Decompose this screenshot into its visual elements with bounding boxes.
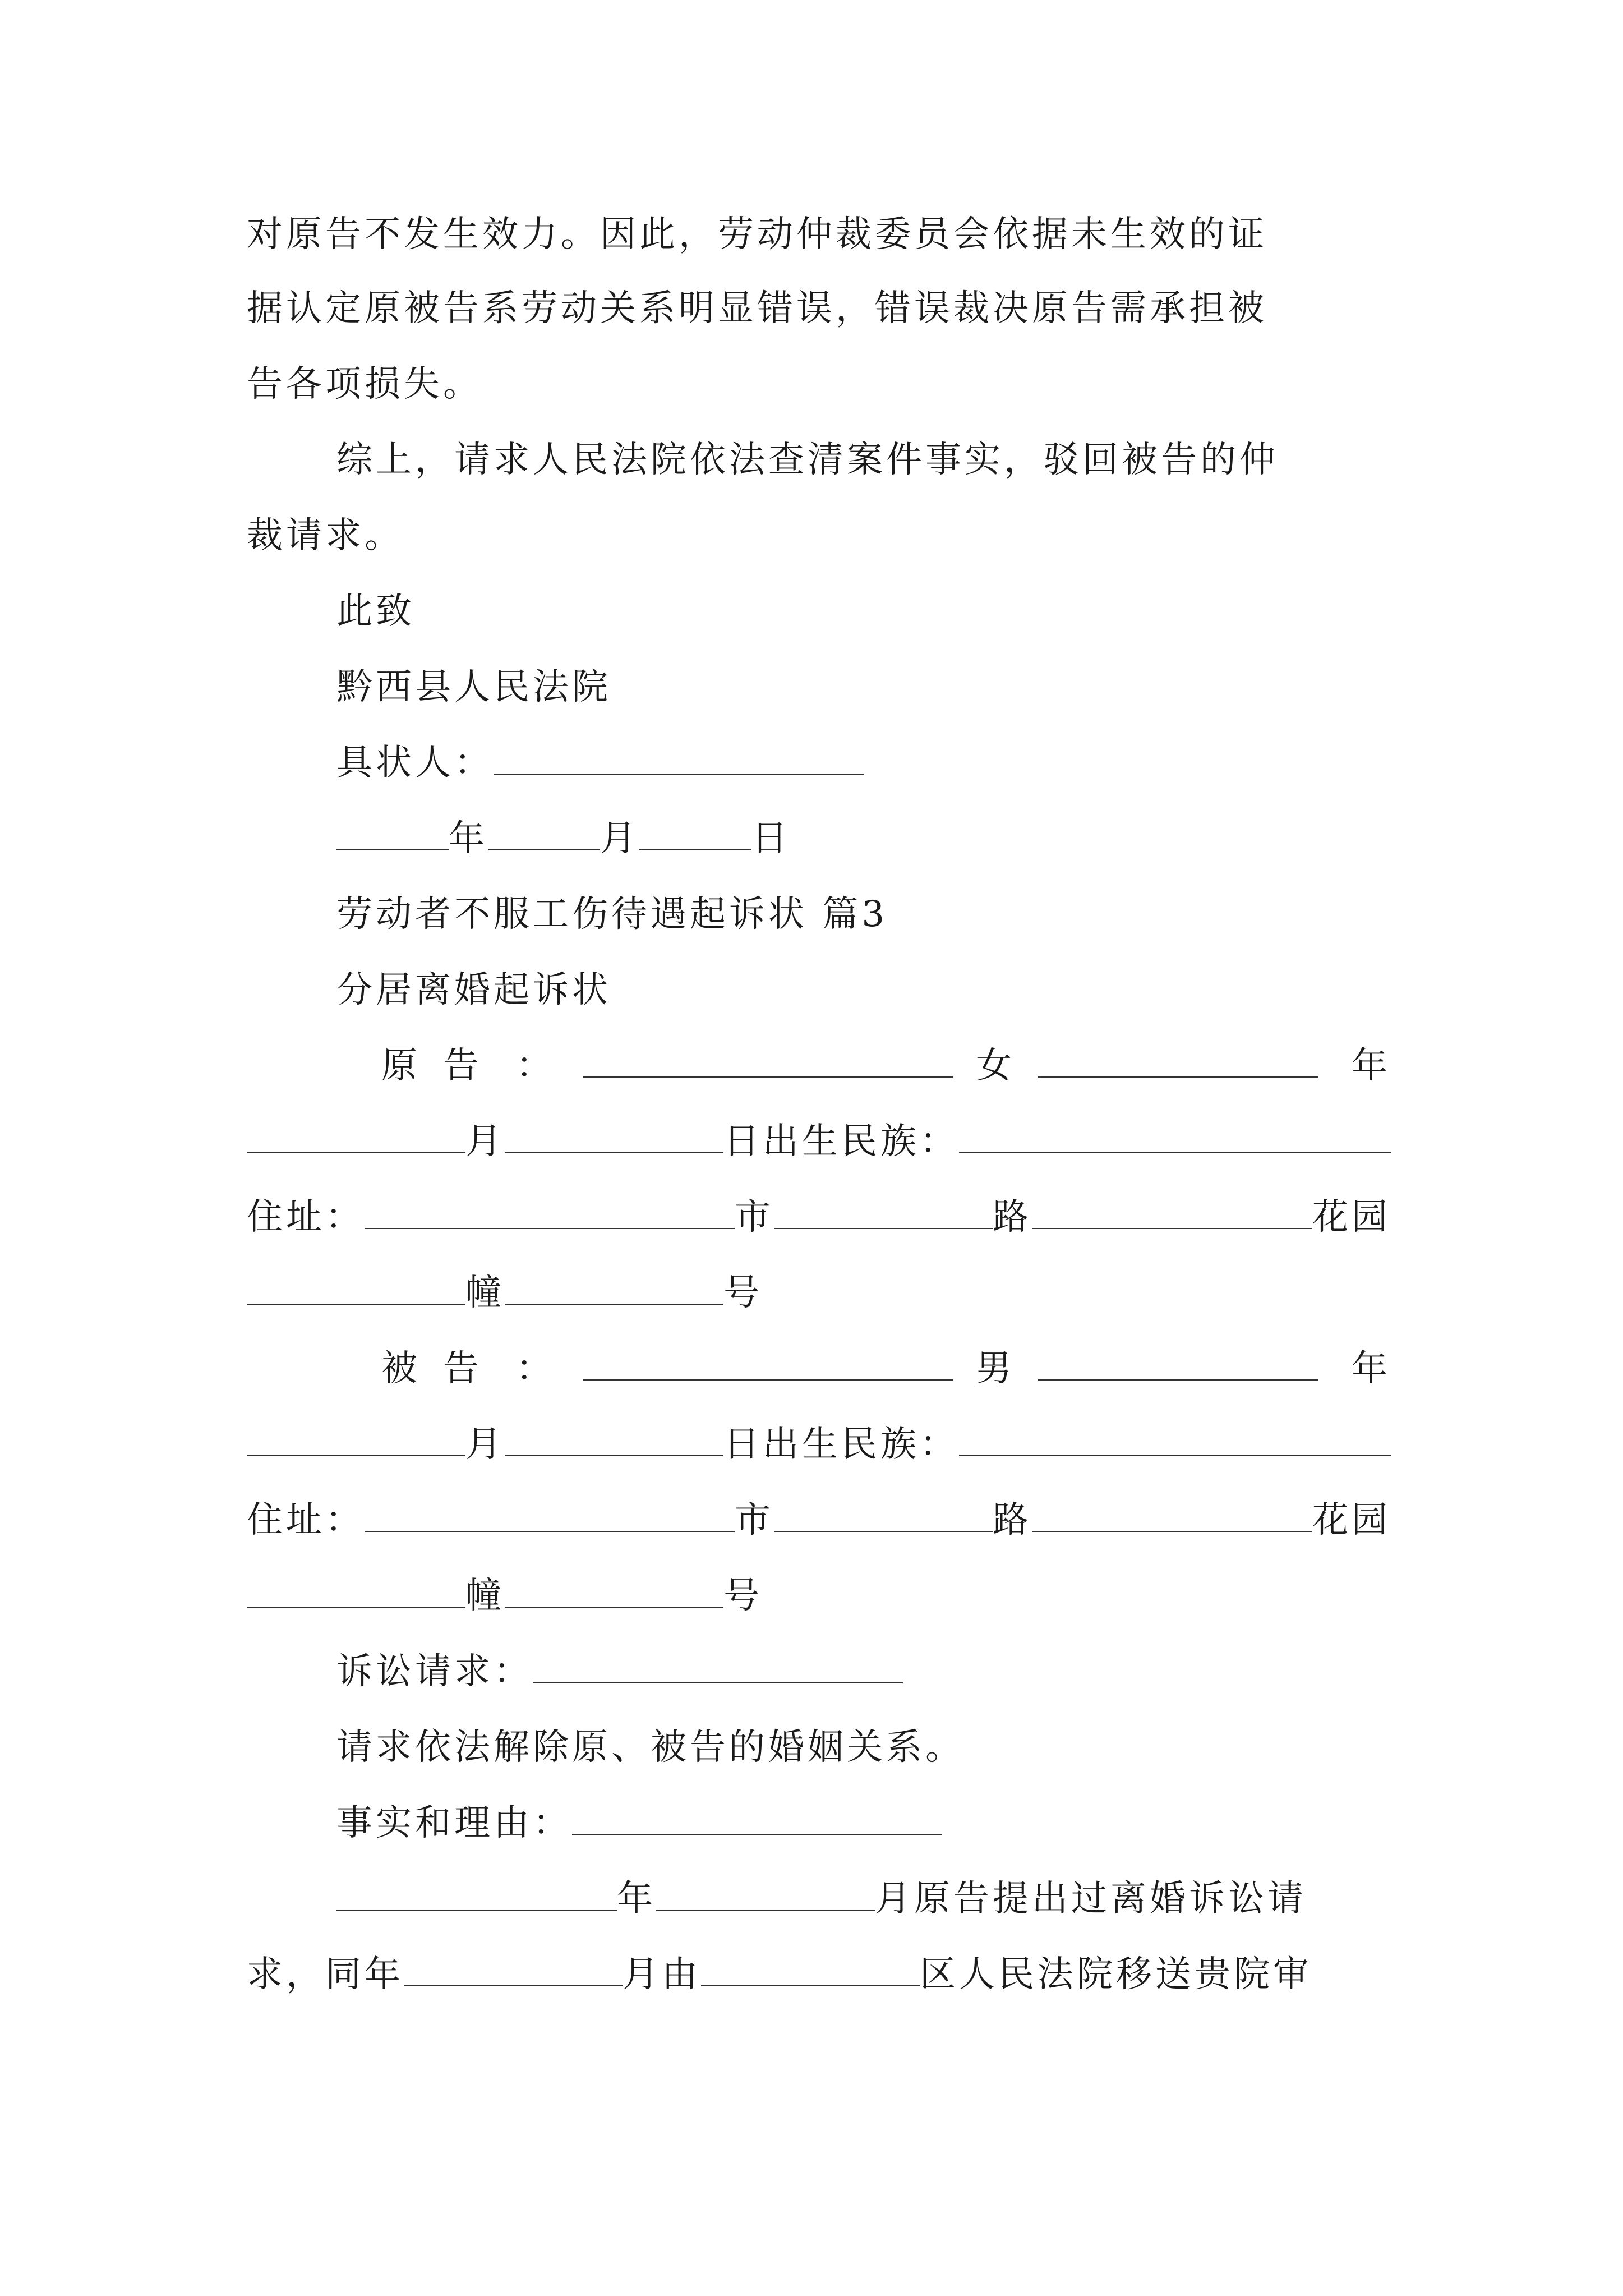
plaintiff-month-label: 月 (465, 1121, 505, 1162)
plaintiff-garden-blank[interactable] (1032, 1195, 1312, 1229)
defendant-name-blank[interactable] (583, 1347, 953, 1381)
defendant-city-label: 市 (735, 1499, 774, 1541)
defendant-road-label: 路 (993, 1499, 1032, 1541)
plaintiff-address-blank[interactable] (365, 1195, 735, 1229)
defendant-number-blank[interactable] (505, 1574, 723, 1608)
claims-text: 请求依法解除原、被告的婚姻关系。 (336, 1727, 965, 1768)
facts-cont-month-blank[interactable] (404, 1953, 623, 1986)
defendant-garden-label: 花园 (1312, 1499, 1391, 1541)
defendant-label: 告 (443, 1348, 482, 1389)
defendant-building-blank[interactable] (247, 1574, 465, 1608)
defendant-line-2 (247, 1422, 1391, 1467)
defendant-number-label: 号 (723, 1575, 763, 1617)
defendant-address-blank[interactable] (365, 1498, 735, 1532)
plaintiff-line-1 (381, 1043, 1391, 1088)
paragraph-line: 裁请求。 (247, 515, 404, 556)
defendant-road-blank[interactable] (774, 1498, 993, 1532)
defendant-month-label: 月 (465, 1424, 505, 1465)
paragraph-line: 综上，请求人民法院依法查清案件事实，驳回被告的仲 (336, 439, 1279, 481)
claims-blank[interactable] (533, 1650, 903, 1683)
defendant-building-label: 幢 (465, 1575, 505, 1617)
facts-month-blank[interactable] (656, 1877, 875, 1911)
year-blank[interactable] (336, 817, 449, 850)
plaintiff-ethnicity-blank[interactable] (959, 1120, 1391, 1153)
month-label: 月 (600, 818, 639, 859)
facts-line (336, 1801, 1391, 1846)
defendant-colon: ： (516, 1348, 555, 1389)
paragraph-line: 对原告不发生效力。因此，劳动仲裁委员会依据未生效的证 (247, 214, 1267, 255)
plaintiff-name-blank[interactable] (583, 1044, 953, 1078)
plaintiff-month-blank[interactable] (247, 1120, 465, 1153)
plaintiff-line-2 (247, 1119, 1391, 1164)
plaintiff-road-blank[interactable] (774, 1195, 993, 1229)
facts-paragraph-line-1 (336, 1876, 1391, 1921)
plaintiff-address-label: 住址： (247, 1197, 365, 1238)
plaintiff-day-blank[interactable] (505, 1120, 723, 1153)
defendant-day-blank[interactable] (505, 1423, 723, 1456)
signer-blank[interactable] (494, 741, 864, 775)
defendant-garden-blank[interactable] (1032, 1498, 1312, 1532)
plaintiff-city-label: 市 (735, 1197, 774, 1238)
facts-cont-end: 区人民法院移送贵院审 (920, 1954, 1312, 1995)
defendant-label: 被 (381, 1348, 421, 1389)
defendant-line-1 (381, 1346, 1391, 1391)
plaintiff-label: 告 (443, 1045, 482, 1087)
paragraph-line: 告各项损失。 (247, 364, 482, 405)
facts-cont-month: 月由 (623, 1954, 701, 1995)
plaintiff-label: 原 (381, 1045, 421, 1087)
facts-label: 事实和理由： (336, 1802, 572, 1844)
section-heading: 劳动者不服工伤待遇起诉状 篇3 (336, 894, 888, 935)
facts-district-blank[interactable] (701, 1953, 920, 1986)
defendant-ethnicity-blank[interactable] (959, 1423, 1391, 1456)
claims-line (336, 1649, 1391, 1694)
plaintiff-year-label: 年 (1352, 1045, 1391, 1087)
plaintiff-line-4 (247, 1271, 1391, 1315)
plaintiff-line-3 (247, 1195, 1391, 1240)
facts-blank[interactable] (572, 1801, 942, 1835)
defendant-year-blank[interactable] (1038, 1347, 1318, 1381)
year-label: 年 (449, 818, 488, 859)
plaintiff-road-label: 路 (993, 1197, 1032, 1238)
date-line (336, 816, 1391, 861)
document-title: 分居离婚起诉状 (336, 969, 611, 1011)
day-blank[interactable] (639, 817, 751, 850)
plaintiff-colon: ： (516, 1045, 555, 1087)
defendant-line-3 (247, 1498, 1391, 1543)
claims-label: 诉讼请求： (336, 1651, 533, 1692)
signer-label: 具状人： (336, 742, 494, 784)
month-blank[interactable] (488, 817, 600, 850)
defendant-address-label: 住址： (247, 1499, 365, 1541)
defendant-gender: 男 (976, 1348, 1015, 1389)
facts-year-blank[interactable] (336, 1877, 617, 1911)
defendant-birth-ethnicity-label: 日出生民族： (723, 1424, 959, 1465)
plaintiff-number-label: 号 (723, 1272, 763, 1314)
facts-cont-start: 求，同年 (247, 1954, 404, 1995)
facts-paragraph-line-2 (247, 1952, 1391, 1997)
day-label: 日 (751, 818, 791, 859)
defendant-line-4 (247, 1573, 1391, 1618)
salutation: 此致 (336, 591, 415, 632)
plaintiff-building-blank[interactable] (247, 1271, 465, 1305)
plaintiff-birth-ethnicity-label: 日出生民族： (723, 1121, 959, 1162)
plaintiff-garden-label: 花园 (1312, 1197, 1391, 1238)
plaintiff-building-label: 幢 (465, 1272, 505, 1314)
facts-month-text: 月原告提出过离婚诉讼请 (875, 1878, 1307, 1920)
plaintiff-number-blank[interactable] (505, 1271, 723, 1305)
defendant-year-label: 年 (1352, 1348, 1391, 1389)
facts-year-label: 年 (617, 1878, 656, 1920)
defendant-month-blank[interactable] (247, 1423, 465, 1456)
plaintiff-gender: 女 (976, 1045, 1015, 1087)
paragraph-line: 据认定原被告系劳动关系明显错误，错误裁决原告需承担被 (247, 288, 1267, 329)
plaintiff-year-blank[interactable] (1038, 1044, 1318, 1078)
signer-line (336, 740, 1391, 785)
recipient-court: 黔西县人民法院 (336, 666, 611, 708)
